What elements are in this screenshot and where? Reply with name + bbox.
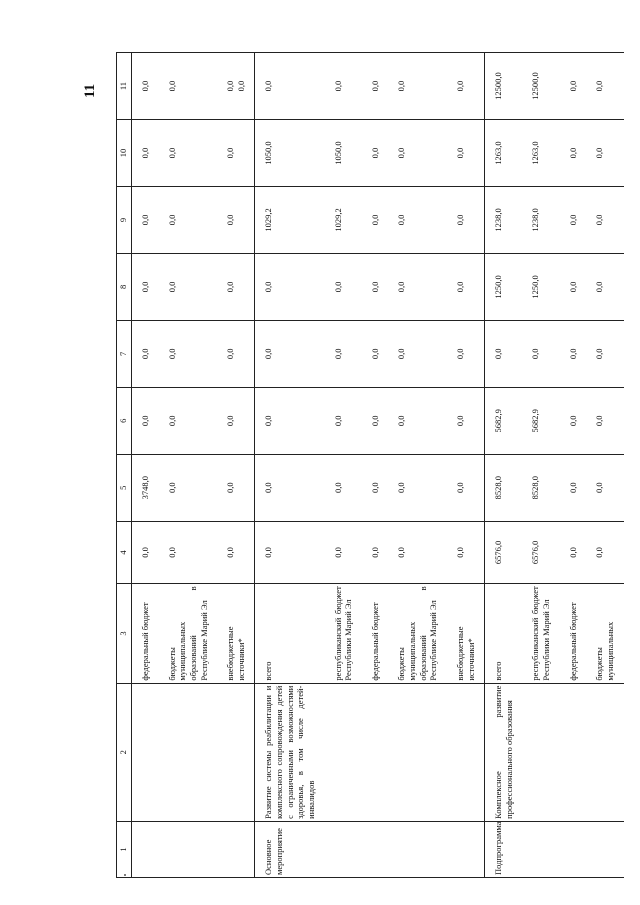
value-cell: 1238,0 [485,186,523,253]
row-title-cell [132,683,159,821]
value-cell: 0,0 [255,454,325,521]
row-type-cell [560,821,587,877]
value-cell: 0,0 [159,120,218,187]
row-title-cell [522,683,559,821]
value-cell: 0,0 [362,521,389,584]
row-type-cell [132,821,159,877]
value-cell: 0,0 [255,320,325,387]
value-cell: 0,0 [560,186,587,253]
value-cell: 8528,0 [522,454,559,521]
column-header-11: 11 [117,53,132,120]
value-cell: 0,0 [132,320,159,387]
column-header-5: 5 [117,454,132,521]
funding-source-cell: бюджеты муниципальных образований в Республике Марий Эл [388,584,447,683]
value-cell: 0,0 [447,521,485,584]
value-cell: 0,0 [560,454,587,521]
page-number: 11 [82,83,98,98]
value-cell: 5682,9 [485,387,523,454]
value-cell: 0,0 [325,521,362,584]
value-cell: 12500,0 [485,53,523,120]
funding-source-cell: всего [255,584,325,683]
row-type-cell [217,821,255,877]
value-cell: 0,0 [560,387,587,454]
row-title-cell [586,683,623,821]
row-type-cell [586,821,623,877]
value-cell: 1029,2 [255,186,325,253]
value-cell: 0,0 [586,521,623,584]
value-cell: 0,0 [217,387,255,454]
value-cell: 1029,2 [325,186,362,253]
table-row [255,53,325,878]
funding-source-cell: федеральный бюджет [362,584,389,683]
row-title-cell [362,683,389,821]
header-row [117,53,132,878]
table-row [325,53,362,878]
value-cell: 0,0 [159,454,218,521]
value-cell: 0,0 [447,253,485,320]
rotated-table-container [116,52,615,878]
value-cell: 0,0 [586,454,623,521]
value-cell: 0,0 [255,253,325,320]
budget-table [116,52,624,878]
funding-source-cell: бюджеты муниципальных [586,584,623,683]
value-cell: 0,0 [255,53,325,120]
value-cell: 0,0 [217,120,255,187]
column-header-1: 1 [117,821,132,877]
value-cell: 0,0 [388,521,447,584]
value-cell: 5682,9 [522,387,559,454]
column-header-7: 7 [117,320,132,387]
row-type-cell [447,821,485,877]
value-cell: 0,0 [362,320,389,387]
value-cell: 3748,0 [132,454,159,521]
value-cell: 0,0 0,0 [217,53,255,120]
table-row [362,53,389,878]
funding-source-cell: бюджеты муниципальных образований в Республике Марий Эл [159,584,218,683]
funding-source-cell: федеральный бюджет [560,584,587,683]
value-cell: 0,0 [447,186,485,253]
value-cell: 0,0 [586,320,623,387]
value-cell: 0,0 [325,53,362,120]
funding-source-cell: федеральный бюджет [132,584,159,683]
value-cell: 0,0 [560,53,587,120]
value-cell: 0,0 [325,454,362,521]
column-header-8: 8 [117,253,132,320]
row-title-cell [217,683,255,821]
value-cell: 8528,0 [485,454,523,521]
value-cell: 1238,0 [522,186,559,253]
value-cell: 0,0 [255,521,325,584]
table-row [217,53,255,878]
value-cell: 0,0 [560,253,587,320]
value-cell: 0,0 [362,454,389,521]
funding-source-cell: внебюджетные источники* [447,584,485,683]
value-cell: 0,0 [560,120,587,187]
value-cell: 0,0 [255,387,325,454]
funding-source-cell: республиканский бюджет Республики Марий Эл [325,584,362,683]
table-row [132,53,159,878]
funding-source-cell: всего [485,584,523,683]
value-cell: 0,0 [560,320,587,387]
row-title-cell: Комплексное развитие профессионального образования [485,683,523,821]
row-type-cell [159,821,218,877]
funding-source-cell: внебюджетные источники* [217,584,255,683]
table-row [586,53,623,878]
funding-source-cell: республиканский бюджет Республики Марий Эл [522,584,559,683]
value-cell: 0,0 [362,53,389,120]
value-cell: 1050,0 [325,120,362,187]
value-cell: 0,0 [362,120,389,187]
row-type-cell [325,821,362,877]
table-row [447,53,485,878]
value-cell: 0,0 [362,387,389,454]
row-type-cell: Подпрограмма [485,821,523,877]
value-cell: 1050,0 [255,120,325,187]
row-title-cell [447,683,485,821]
value-cell: 0,0 [447,387,485,454]
value-cell: 0,0 [586,120,623,187]
value-cell: 0,0 [560,521,587,584]
value-cell: 0,0 [217,186,255,253]
value-cell: 0,0 [586,253,623,320]
value-cell: 0,0 [388,186,447,253]
value-cell: 0,0 [388,320,447,387]
value-cell: 0,0 [132,186,159,253]
value-cell: 0,0 [159,320,218,387]
row-title-cell [388,683,447,821]
table-body [132,53,624,878]
value-cell: 6576,0 [485,521,523,584]
column-header-2: 2 [117,683,132,821]
value-cell: 0,0 [217,521,255,584]
value-cell: 0,0 [388,387,447,454]
row-title-cell [325,683,362,821]
value-cell: 0,0 [485,320,523,387]
table-row [388,53,447,878]
value-cell: 12500,0 [522,53,559,120]
column-header-6: 6 [117,387,132,454]
value-cell: 0,0 [447,120,485,187]
value-cell: 0,0 [388,53,447,120]
value-cell: 0,0 [217,454,255,521]
value-cell: 0,0 [159,521,218,584]
value-cell: 0,0 [132,120,159,187]
table-row [159,53,218,878]
table-row [522,53,559,878]
value-cell: 0,0 [325,320,362,387]
value-cell: 0,0 [447,454,485,521]
table-row [560,53,587,878]
value-cell: 0,0 [217,253,255,320]
value-cell: 1263,0 [485,120,523,187]
value-cell: 0,0 [325,253,362,320]
value-cell: 1250,0 [522,253,559,320]
value-cell: 0,0 [388,454,447,521]
column-header-3: 3 [117,584,132,683]
value-cell: 0,0 [132,53,159,120]
column-header-10: 10 [117,120,132,187]
value-cell: 0,0 [159,186,218,253]
column-header-9: 9 [117,186,132,253]
value-cell: 0,0 [388,253,447,320]
row-type-cell [388,821,447,877]
row-type-cell [362,821,389,877]
value-cell: 1250,0 [485,253,523,320]
value-cell: 0,0 [447,53,485,120]
value-cell: 0,0 [586,53,623,120]
value-cell: 0,0 [522,320,559,387]
value-cell: 0,0 [586,186,623,253]
row-title-cell [560,683,587,821]
value-cell: 0,0 [362,186,389,253]
row-type-cell: Основное мероприятие [255,821,325,877]
value-cell: 0,0 [132,253,159,320]
value-cell: 0,0 [159,53,218,120]
row-title-cell [159,683,218,821]
table-row [485,53,523,878]
value-cell: 6576,0 [522,521,559,584]
value-cell: 0,0 [217,320,255,387]
value-cell: 0,0 [132,521,159,584]
value-cell: 0,0 [159,387,218,454]
value-cell: 0,0 [132,387,159,454]
row-type-cell [522,821,559,877]
value-cell: 0,0 [586,387,623,454]
value-cell: 0,0 [159,253,218,320]
value-cell: 1263,0 [522,120,559,187]
row-title-cell: Развитие системы реабилитации и комплексного сопровождения детей с ограниченными возможностями здоровья, в том числе детей-инвалидов [255,683,325,821]
value-cell: 0,0 [447,320,485,387]
column-header-4: 4 [117,521,132,584]
value-cell: 0,0 [388,120,447,187]
value-cell: 0,0 [362,253,389,320]
value-cell: 0,0 [325,387,362,454]
